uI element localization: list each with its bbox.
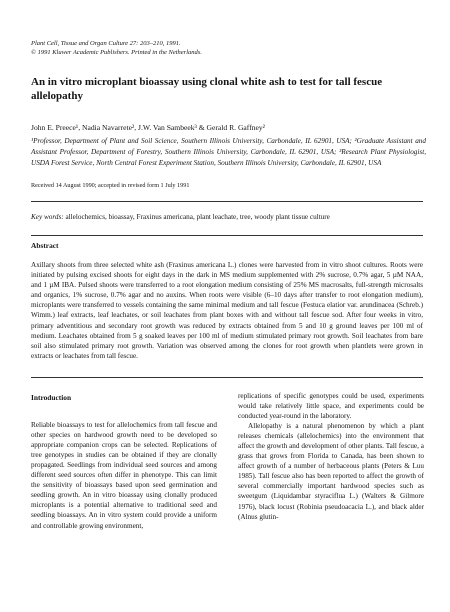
article-title: An in vitro microplant bioassay using clonal white ash to test for tall fescue allelopathy xyxy=(31,76,383,102)
keywords xyxy=(31,212,416,222)
introduction-heading: Introduction xyxy=(31,393,72,402)
abstract-text: Axillary shoots from three selected white ash (Fraxinus americana L.) clones were harvested from in vitro shoot cultures. Roots were initiated by pulsing excised shoots for eight days in the dark in MS medium supplemented with 2% sucrose, 0.7% agar, 5 µM NAA, and 1 µM IBA. Pulsed shoots were transferred to a root elongation medium consisting of 25% MS macrosalts, full-strength microsalts and organics, 1% sucrose, 0.7% agar and no auxins. When roots were visible (6–10 days after transfer to root elongation medium), microplants were transferred to vessels containing the same minimal medium and tall fescue (Festuca elatior var. arundinacea (Schreb.) Wimm.) leaf extracts, leaf leachates, or soil leachates from plant boxes with and without tall fescue sod. After four weeks in vitro, primary adventitious and secondary root growth was reduced by extracts obtained from 5 and 10 g ground leaves per 100 ml of medium. Leachates obtained from 5 g soaked leaves per 100 ml of medium stimulated primary root growth. Soil leachates from bare soil also stimulated primary root growth. Variation was observed among the clones for root growth when plantlets were grown in extracts or leachates from tall fescue. xyxy=(31,261,423,360)
abstract-heading: Abstract xyxy=(31,241,59,250)
author-list: John E. Preece¹, Nadia Navarrete², J.W. Van Sambeek³ & Gerald R. Gaffney² xyxy=(31,123,265,132)
right-column xyxy=(238,391,424,522)
keywords-label: Key words: xyxy=(31,213,64,221)
right-paragraph-2: Allelopathy is a natural phenomenon by which a plant releases chemicals (allelochemics) into the environment that affect the growth and development of other plants. Tall fescue, a grass that grows from Florida to Canada, has been shown to affect growth of a number of herbaceous plants (Peters & Luu 1985). Tall fescue also has been reported to affect the growth of several commercially important hardwood species such as sweetgum (Liquidambar styraciflua L.) (Walters & Gilmore 1976), black locust (Robinia pseudoacacia L.), and black alder (Alnus glutin- xyxy=(238,422,424,521)
abstract-divider xyxy=(31,377,423,378)
left-column xyxy=(31,393,217,531)
introduction-paragraph: Reliable bioassays to test for allelochemics from tall fescue and other species on hardwood growth need to be developed so appropriate companion crops can be selected. Replications of tree genotypes in studies can be obtained if they are clonally propagated. Seedlings from individual seed sources and among different seed sources often differ in phenotype. This can limit the sensitivity of bioassays based upon seed germination and seedling growth. An in vitro bioassay using clonally produced microplants is a potential alternative to traditional seed and seedling bioassays. An in vitro system could provide a uniform and controllable growing environment, xyxy=(31,421,217,530)
right-paragraph-1: replications of specific genotypes could be used, experiments would take relatively little space, and experiments could be conducted year-round in the laboratory. xyxy=(238,392,424,421)
journal-header xyxy=(31,40,202,57)
top-divider xyxy=(31,201,423,202)
received-dates: Received 14 August 1990; accepted in revised form 1 July 1991 xyxy=(31,182,190,189)
journal-citation: Plant Cell, Tissue and Organ Culture 27: 203–210, 1991. xyxy=(31,40,181,47)
copyright-line: © 1991 Kluwer Academic Publishers. Printed in the Netherlands. xyxy=(31,48,202,56)
keywords-text: allelochemics, bioassay, Fraxinus americana, plant leachate, tree, woody plant tissue culture xyxy=(65,213,330,221)
keywords-divider xyxy=(31,235,423,236)
author-affiliations: ¹Professor, Department of Plant and Soil Science, Southern Illinois University, Carbondale, IL 62901, USA; ²Graduate Assistant and Assistant Professor, Department of Forestry, Southern Illinois University, Carbondale, IL 62901, USA; ³Research Plant Physiologist, USDA Forest Service, North Central Forest Experiment Station, Southern Illinois University, Carbondale, IL 62901, USA xyxy=(31,137,426,168)
